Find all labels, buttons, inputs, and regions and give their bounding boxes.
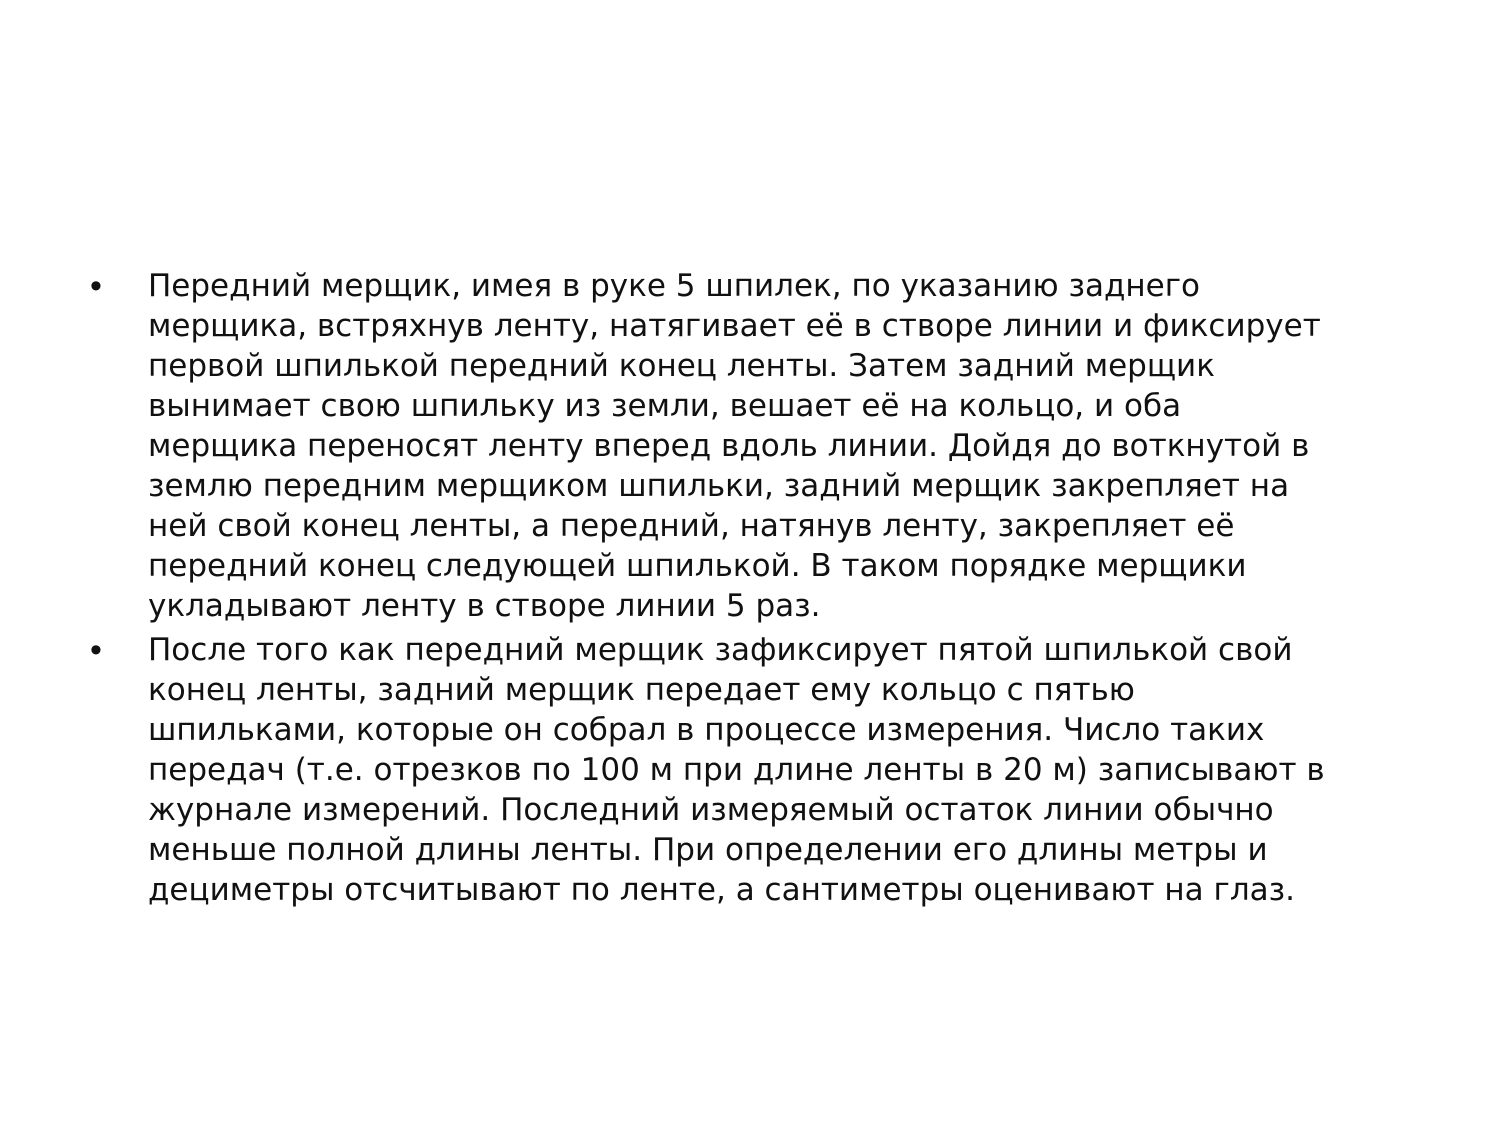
text-line: первой шпилькой передний конец ленты. Затем задний мерщик bbox=[148, 348, 1215, 384]
text-line: журнале измерений. Последний измеряемый остаток линии обычно bbox=[148, 792, 1274, 828]
bullet-paragraph bbox=[148, 266, 1420, 626]
text-line: дециметры отсчитывают по ленте, а сантиметры оценивают на глаз. bbox=[148, 872, 1295, 908]
text-line: передний конец следующей шпилькой. В таком порядке мерщики bbox=[148, 548, 1247, 584]
text-line: землю передним мерщиком шпильки, задний мерщик закрепляет на bbox=[148, 468, 1290, 504]
text-line: ней свой конец ленты, а передний, натянув ленту, закрепляет её bbox=[148, 508, 1235, 544]
text-line: После того как передний мерщик зафиксирует пятой шпилькой свой bbox=[148, 632, 1293, 668]
text-line: укладывают ленту в створе линии 5 раз. bbox=[148, 588, 821, 624]
bullet-item bbox=[90, 630, 1420, 910]
bullet-item bbox=[90, 266, 1420, 626]
bullet-list bbox=[90, 266, 1420, 914]
bullet-paragraph bbox=[148, 630, 1420, 910]
text-line: шпильками, которые он собрал в процессе измерения. Число таких bbox=[148, 712, 1265, 748]
text-line: конец ленты, задний мерщик передает ему кольцо с пятью bbox=[148, 672, 1135, 708]
text-line: передач (т.е. отрезков по 100 м при длине ленты в 20 м) записывают в bbox=[148, 752, 1325, 788]
bullet-icon: • bbox=[90, 267, 102, 305]
text-line: мерщика переносят ленту вперед вдоль линии. Дойдя до воткнутой в bbox=[148, 428, 1310, 464]
bullet-icon: • bbox=[90, 631, 102, 669]
text-line: вынимает свою шпильку из земли, вешает её на кольцо, и оба bbox=[148, 388, 1182, 424]
text-line: Передний мерщик, имея в руке 5 шпилек, по указанию заднего bbox=[148, 268, 1200, 304]
text-line: мерщика, встряхнув ленту, натягивает её в створе линии и фиксирует bbox=[148, 308, 1321, 344]
text-line: меньше полной длины ленты. При определении его длины метры и bbox=[148, 832, 1268, 868]
